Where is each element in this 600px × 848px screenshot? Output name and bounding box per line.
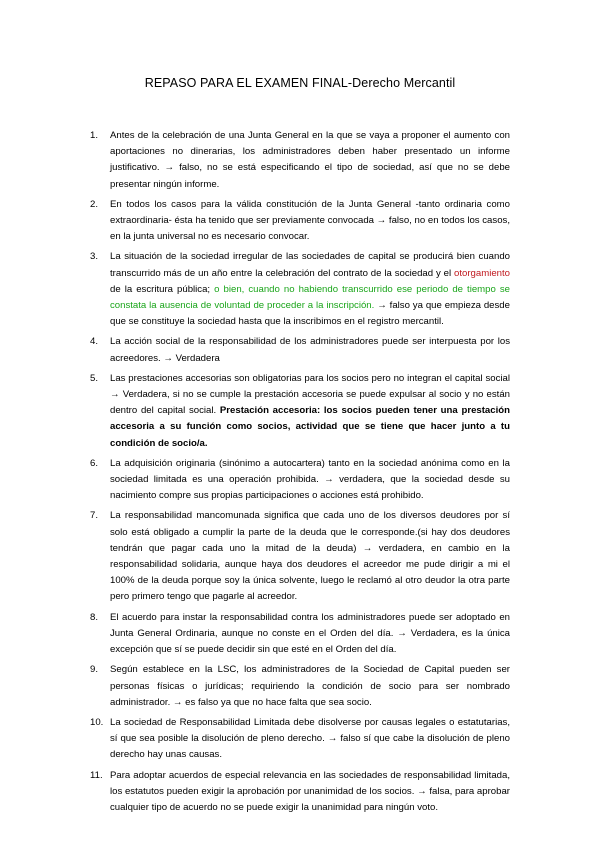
item-number: 7.	[90, 510, 99, 522]
item-text	[110, 456, 510, 505]
item-number: 4.	[90, 336, 99, 348]
item-text	[110, 128, 510, 193]
text-segment: Prestación accesoria: los socios pueden tener una prestación accesoria a su función como socios, actividad que se tiene que hacer junto a tu condición de socio/a.	[110, 405, 510, 449]
text-segment: o bien, cuando no habiendo transcurrido ese periodo de tiempo se constata la ausencia de voluntad de proceder a la inscripción.	[110, 283, 510, 312]
item-number: 10.	[90, 716, 104, 728]
text-segment: Según establece en la LSC, los administradores de la Sociedad de Capital pueden ser personas físicas o jurídicas; requiriendo la condición de socio para ser nombrado administrador. → es falso ya que no hace falta que sea socio.	[110, 664, 510, 708]
list-item	[90, 715, 510, 764]
item-number: 11.	[90, 769, 103, 781]
item-number: 6.	[90, 457, 99, 469]
list-item	[90, 371, 510, 452]
text-segment: La acción social de la responsabilidad de los administradores puede ser interpuesta por los acreedores. → Verdadera	[110, 336, 510, 364]
item-text	[110, 715, 510, 764]
text-segment: Antes de la celebración de una Junta General en la que se vaya a proponer el aumento con aportaciones no dinerarias, los administradores deben haber presentado un informe justificativo. → falso, no se está especificando el tipo de sociedad, así que no se debe presentar ningún informe.	[110, 130, 510, 190]
list-item	[90, 128, 510, 193]
list-item	[90, 334, 510, 366]
text-segment: La sociedad de Responsabilidad Limitada debe disolverse por causas legales o estatutarias, sí que sea posible la disolución de pleno derecho. → falso sí que cabe la disolución de pleno derecho hay unas causas.	[110, 716, 510, 761]
item-number: 9.	[90, 664, 99, 676]
text-segment: La responsabilidad mancomunada significa que cada uno de los diversos deudores por sí solo está obligado a cumplir la parte de la deuda que le corresponde.(si hay dos deudores tendrán que pagar cada uno la mitad de la deuda) → verdadera, en cambio en la responsabilidad solidaria, aunque haya dos deudores el acreedor me pude dirigir a mi el 100% de la deuda porque soy la única solvente, luego le reclamó al otro deudor la otra parte pero primero tengo que pagarle al acreedor.	[110, 510, 510, 603]
list-item	[90, 249, 510, 330]
text-segment: de la escritura pública;	[110, 283, 215, 295]
page-title: REPASO PARA EL EXAMEN FINAL-Derecho Mercantil	[144, 76, 456, 90]
question-list	[90, 128, 510, 820]
text-segment: → falso ya que empieza desde que se constituye la sociedad hasta que la inscribimos en el registro mercantil.	[110, 300, 510, 328]
text-segment: La situación de la sociedad irregular de las sociedades de capital se producirá bien cuando transcurrido más de un año entre la celebración del contrato de la sociedad y el	[110, 251, 510, 279]
text-segment: otorgamiento	[454, 267, 510, 279]
text-segment: El acuerdo para instar la responsabilidad contra los administradores puede ser adoptado en Junta General Ordinaria, aunque no conste en el Orden del día. → Verdadera, es la única excepción que sí se puede decidir sin que esté en el Orden del día.	[110, 611, 510, 656]
item-number: 1.	[90, 130, 99, 141]
item-text	[110, 249, 510, 330]
item-text	[110, 610, 510, 659]
item-text	[110, 371, 510, 452]
item-text	[110, 768, 510, 817]
item-text	[110, 662, 510, 711]
text-segment: La adquisición originaria (sinónimo a autocartera) tanto en la sociedad anónima como en la sociedad limitada es una operación prohibida. → verdadera, que la sociedad desde su nacimiento compre sus propias participaciones o acciones está prohibido.	[110, 457, 510, 502]
item-text	[110, 334, 510, 366]
item-text	[110, 197, 510, 246]
item-number: 2.	[90, 198, 99, 210]
item-number: 5.	[90, 372, 99, 384]
text-segment: Para adoptar acuerdos de especial relevancia en las sociedades de responsabilidad limitada, los estatutos pueden exigir la aprobación por unanimidad de los socios. → falsa, para aprobar cualquier tipo de acuerdo no se puede exigir la unanimidad para ningún voto.	[110, 769, 510, 813]
item-number: 3.	[90, 251, 99, 263]
list-item	[90, 610, 510, 659]
list-item	[90, 508, 510, 605]
text-segment: Las prestaciones accesorias son obligatorias para los socios pero no integran el capital social → Verdadera, si no se cumple la prestación accesoria se puede expulsar al socio y no están dentro del capital social.	[110, 372, 510, 417]
item-text	[110, 508, 510, 605]
text-segment: En todos los casos para la válida constitución de la Junta General -tanto ordinaria como extraordinaria- ésta ha tenido que ser previamente convocada → falso, no en todos los casos, en la junta universal no es necesario convocar.	[110, 198, 510, 243]
list-item	[90, 456, 510, 505]
item-number: 8.	[90, 611, 99, 623]
list-item	[90, 662, 510, 711]
list-item	[90, 768, 510, 817]
list-item	[90, 197, 510, 246]
